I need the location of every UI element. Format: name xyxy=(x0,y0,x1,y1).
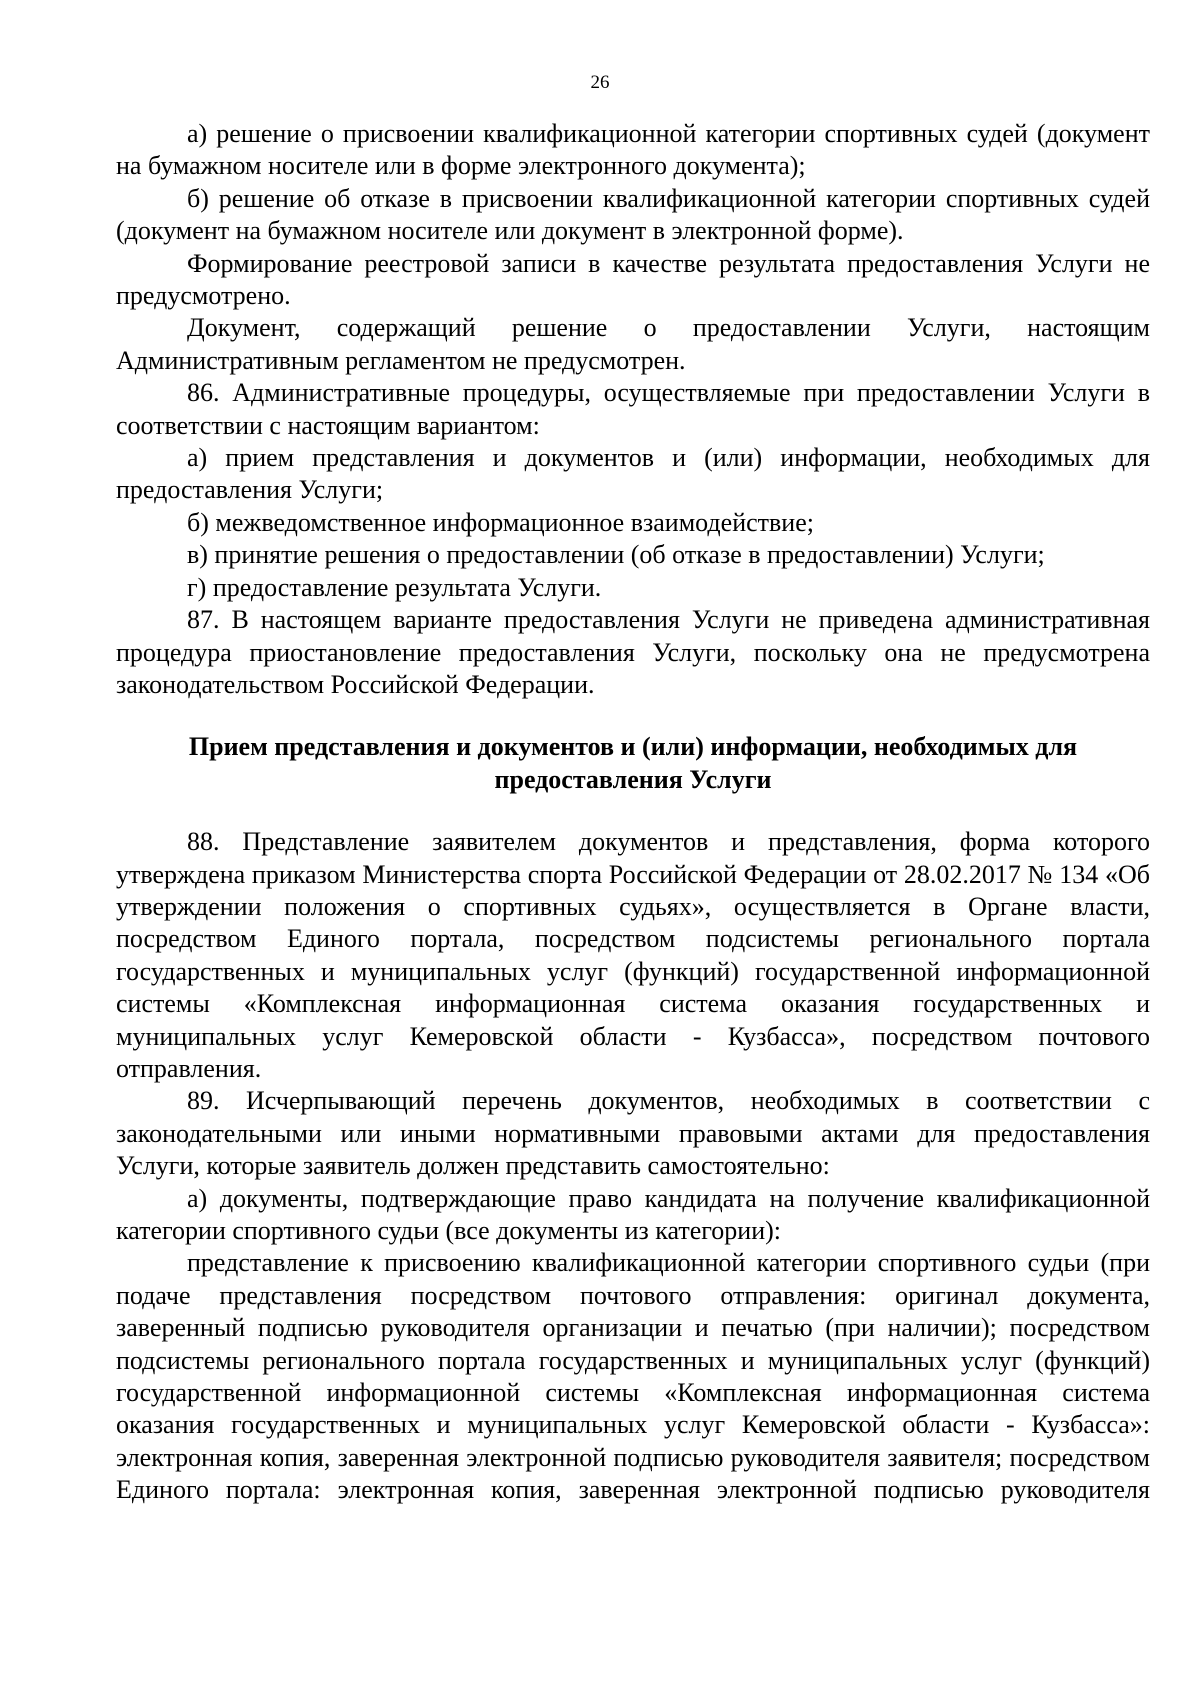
paragraph-decision-document: Документ, содержащий решение о предоставлении Услуги, настоящим Административным регламентом не предусмотрен. xyxy=(116,313,1150,375)
paragraph-result-b: б) решение об отказе в присвоении квалификационной категории спортивных судей (документ на бумажном носителе или документ в электронной форме). xyxy=(116,183,1150,246)
paragraph-88: 88. Представление заявителем документов и представления, форма которого утверждена приказом Министерства спорта Российской Федерации от 28.02.2017 № 134 «Об утверждении положения о спортивных судьях», осуществляется в Органе власти, посредством Единого портала, посредством подсистемы регионального портала государственных и муниципальных услуг (функций) государственной информационной системы «Комплексная информационная система оказания государственных и муниципальных услуг Кемеровской области - Кузбасса», посредством почтового отправления. xyxy=(116,827,1150,1083)
section-heading: Прием представления и документов и (или) информации, необходимых для предоставления Услуги xyxy=(188,732,1078,794)
paragraph-89-a: а) документы, подтверждающие право кандидата на получение квалификационной категории спортивного судьи (все документы из категории): xyxy=(116,1183,1150,1245)
paragraph-87: 87. В настоящем варианте предоставления Услуги не приведена административная процедура приостановление предоставления Услуги, поскольку она не предусмотрена законодательством Российской Федерации. xyxy=(116,605,1150,699)
paragraph-86-b: б) межведомственное информационное взаимодействие; xyxy=(187,507,814,537)
paragraph-registry-record: Формирование реестровой записи в качестве результата предоставления Услуги не предусмотрено. xyxy=(116,248,1150,311)
paragraph-result-a: а) решение о присвоении квалификационной категории спортивных судей (документ на бумажном носителе или в форме электронного документа); xyxy=(116,119,1150,181)
paragraph-86-v: в) принятие решения о предоставлении (об отказе в предоставлении) Услуги; xyxy=(187,540,1045,570)
paragraph-86-a: а) прием представления и документов и (или) информации, необходимых для предоставления Услуги; xyxy=(116,443,1150,505)
paragraph-86: 86. Административные процедуры, осуществляемые при предоставлении Услуги в соответствии с настоящим вариантом: xyxy=(116,378,1150,440)
paragraph-representation: представление к присвоению квалификационной категории спортивного судьи (при подаче представления посредством почтового отправления: оригинал документа, заверенный подписью руководителя организации и печатью (при наличии); посредством подсистемы регионального портала государственных и муниципальных услуг (функций) государственной информационной системы «Комплексная информационная система оказания государственных и муниципальных услуг Кемеровской области - Кузбасса»: электронная копия, заверенная электронной подписью руководителя заявителя; посредством Единого портала: электронная копия, заверенная электронной подписью руководителя xyxy=(116,1248,1150,1505)
page-number: 26 xyxy=(590,72,610,93)
document-body xyxy=(116,118,1150,1507)
paragraph-89: 89. Исчерпывающий перечень документов, необходимых в соответствии с законодательными или иными нормативными правовыми актами для предоставления Услуги, которые заявитель должен представить самостоятельно: xyxy=(116,1086,1150,1181)
paragraph-86-g: г) предоставление результата Услуги. xyxy=(187,572,602,602)
